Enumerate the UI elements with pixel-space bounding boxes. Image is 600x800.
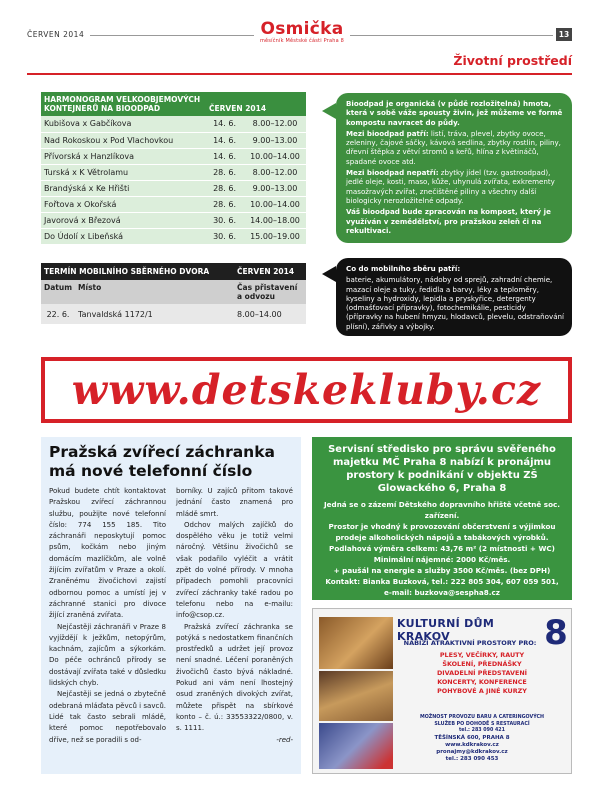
article-column-1 bbox=[49, 486, 166, 746]
logo bbox=[255, 20, 349, 44]
bio-info-outro: Váš bioodpad bude zpracován na kompost, který je využíván v zemědělství, pro pražskou zeleň či na rekultivaci. bbox=[346, 207, 551, 235]
bio-time: 9.00–13.00 bbox=[244, 132, 306, 148]
bio-place: Javorová x Březová bbox=[41, 212, 206, 228]
article-paragraph: Nejčastěji se jedná o zbytečně odebraná mláďata pěvců i savců. Lidé tak často sebrali mládě, které pomoc nepotřebovalo dříve, než se poradili s od- bbox=[49, 690, 166, 744]
kd-krakov-ad bbox=[312, 608, 572, 774]
bio-info-intro: Bioodpad je organická (v půdě rozložitelná) hmota, která v sobě váže spousty živin, jež můžeme ve formě kompostu navracet do půdy. bbox=[346, 99, 563, 127]
col-place-header: Místo bbox=[75, 280, 234, 304]
rental-ad-line: Jedná se o zázemí Dětského dopravního hřiště včetně soc. zařízení. bbox=[324, 500, 560, 520]
animal-rescue-article bbox=[41, 437, 301, 774]
bio-date: 30. 6. bbox=[206, 228, 244, 244]
logo-subtitle: měsíčník Městské části Praha 8 bbox=[259, 38, 345, 44]
col-date-header: Datum bbox=[41, 280, 75, 304]
bio-allowed-text: listí, tráva, plevel, zbytky ovoce, zeleniny, čajové sáčky, kávová sedlina, zbytky rostlin, piliny, dřevní štěpka z větví stromů a keřů, hlína z květináčů, spadané ovoce atd. bbox=[346, 128, 561, 166]
stage-photo bbox=[319, 723, 393, 769]
kd-extra bbox=[397, 715, 567, 735]
list-item: DIVADELNÍ PŘEDSTAVENÍ bbox=[436, 669, 528, 677]
bio-info-forbidden bbox=[346, 168, 564, 205]
bio-place: Turská x K Větrolamu bbox=[41, 164, 206, 180]
table-row bbox=[41, 228, 306, 244]
kd-website[interactable]: www.kdkrakov.cz bbox=[445, 742, 499, 748]
mobile-collection-schedule bbox=[41, 263, 306, 324]
bio-time: 8.00–12.00 bbox=[244, 116, 306, 132]
list-item: POHYBOVÉ A JINÉ KURZY bbox=[437, 687, 527, 695]
detske-kluby-banner[interactable] bbox=[41, 357, 572, 423]
table-row bbox=[41, 164, 306, 180]
bio-place: Fořtova x Okořská bbox=[41, 196, 206, 212]
mobile-info-title: Co do mobilního sběru patří: bbox=[346, 264, 461, 273]
kd-name: KULTURNÍ DŮM KRAKOV bbox=[397, 617, 495, 643]
rental-ad-line: Podlahová výměra celkem: 43,76 m² (2 místnosti + WC) bbox=[329, 544, 555, 553]
bio-date: 28. 6. bbox=[206, 180, 244, 196]
kd-phone: tel.: 283 090 453 bbox=[445, 756, 499, 762]
bio-forbidden-label: Mezi bioodpad nepatří: bbox=[346, 168, 439, 178]
article-signature: -red- bbox=[276, 735, 293, 744]
mobile-info-text: baterie, akumulátory, nádoby od sprejů, zahradní chemie, mazací oleje a tuky, ředidla a barvy, léky a teploměry, kyseliny a hydroxidy, lepidla a pryskyřice, detergenty (odmašťovací přípravky), fotochemikálie, pesticidy (přípravky na hubení hmyzu, hlodavců, plevelu, odstraňování plísní), zářivky a výbojky. bbox=[346, 275, 565, 331]
rental-ad-line: Kontakt: Bianka Buzková, tel.: 222 805 304, 607 059 501, bbox=[325, 577, 559, 586]
bio-time: 10.00–14.00 bbox=[244, 148, 306, 164]
article-paragraph: Pražská zvířecí záchranka se potýká s nedostatkem finančních prostředků a udržet její provoz není snadné. Léčení poraněných živočichů často bývá nákladné. Pokud ani vám není lhostejný osud zraněných divokých zvířat, můžete přispět na sbírkové konto – č. ú.: 33553322/0800, v. s. 1111. bbox=[176, 622, 293, 733]
kd-email[interactable]: pronajmy@kdkrakov.cz bbox=[436, 749, 508, 755]
banner-url[interactable]: www.detskekluby.cz bbox=[71, 366, 542, 414]
rental-ad-email[interactable]: e-mail: buzkova@sespha8.cz bbox=[384, 588, 500, 597]
mobile-info-box bbox=[336, 258, 572, 336]
mobile-time: 8.00–14.00 bbox=[234, 304, 306, 324]
bio-container-schedule bbox=[41, 92, 306, 245]
kd-offer: NABÍZÍ ATRAKTIVNÍ PROSTORY PRO: bbox=[403, 639, 537, 647]
article-title: Pražská zvířecí záchranka má nové telefonní číslo bbox=[49, 443, 275, 480]
rental-ad-line: Prostor je vhodný k provozování občerstvení s výjimkou prodeje alkoholických nápojů a tabákových výrobků. bbox=[328, 522, 556, 542]
bio-table-title: HARMONOGRAM VELKOOBJEMOVÝCH KONTEJNERŮ NA BIOODPAD bbox=[41, 92, 206, 116]
bio-date: 14. 6. bbox=[206, 132, 244, 148]
bio-forbidden-text: zbytky jídel (tzv. gastroodpad), jedlé oleje, kosti, maso, kůže, uhynulá zvířata, exkrementy masožravých zvířat, znečištěné piliny a všechny další biologicky nerozložitelné odpady. bbox=[346, 168, 555, 205]
bio-time: 15.00–19.00 bbox=[244, 228, 306, 244]
kd-street: TĚŠÍNSKÁ 600, PRAHA 8 bbox=[434, 735, 510, 741]
mobile-table-month: ČERVEN 2014 bbox=[234, 263, 306, 280]
table-row bbox=[41, 196, 306, 212]
section-title: Životní prostředí bbox=[453, 53, 572, 68]
bio-table-month: ČERVEN 2014 bbox=[206, 92, 306, 116]
bio-place: Brandýská x Ke Hřišti bbox=[41, 180, 206, 196]
mobile-date: 22. 6. bbox=[41, 304, 75, 324]
kd-extra-phone: tel.: 283 090 421 bbox=[459, 728, 505, 733]
table-row bbox=[41, 180, 306, 196]
header-rule-left bbox=[90, 35, 254, 36]
bio-place: Kubišova x Gabčíkova bbox=[41, 116, 206, 132]
kd-extra-line: SLUŽEB PO DOHODĚ S RESTAURACÍ bbox=[434, 721, 530, 727]
bio-place: Do Údolí x Libeňská bbox=[41, 228, 206, 244]
list-item: ŠKOLENÍ, PŘEDNÁŠKY bbox=[442, 660, 522, 668]
bio-time: 9.00–13.00 bbox=[244, 180, 306, 196]
bio-time: 10.00–14.00 bbox=[244, 196, 306, 212]
page-number: 13 bbox=[556, 28, 572, 41]
rental-ad-line: + paušál na energie a služby 3500 Kč/měs. (bez DPH) bbox=[333, 566, 551, 575]
mobile-table-title: TERMÍN MOBILNÍHO SBĚRNÉHO DVORA bbox=[41, 263, 234, 280]
rental-ad-line: Minimální nájemné: 2000 Kč/měs. bbox=[373, 555, 511, 564]
bio-place: Nad Rokoskou x Pod Vlachovkou bbox=[41, 132, 206, 148]
rental-ad-body bbox=[318, 499, 566, 598]
article-paragraph: Odchov malých zajíčků do dospělého věku je totiž velmi náročný. Většinu živočichů se však podařilo vyléčit a vrátit zpět do volné přírody. V mnoha případech pomohli pracovníci zvířecí záchranky také radou po telefonu nebo na e-mailu: info@csop.cz. bbox=[176, 520, 293, 620]
bio-info-allowed bbox=[346, 129, 564, 166]
bio-date: 28. 6. bbox=[206, 196, 244, 212]
rental-ad bbox=[312, 437, 572, 600]
article-column-2 bbox=[176, 486, 293, 746]
table-row bbox=[41, 116, 306, 132]
table-row bbox=[41, 212, 306, 228]
bio-info-box bbox=[336, 93, 572, 243]
header-rule-right bbox=[350, 35, 553, 36]
table-row bbox=[41, 148, 306, 164]
article-paragraph: borníky. U zajíců přitom takové jednání často znamená pro mládě smrt. bbox=[176, 487, 293, 518]
hall-photo bbox=[319, 617, 393, 669]
bio-date: 14. 6. bbox=[206, 148, 244, 164]
logo-name: Osmička bbox=[260, 19, 344, 39]
table-row bbox=[41, 304, 306, 324]
bio-date: 30. 6. bbox=[206, 212, 244, 228]
section-rule bbox=[27, 73, 572, 75]
hall-photo bbox=[319, 671, 393, 721]
bio-time: 14.00–18.00 bbox=[244, 212, 306, 228]
article-paragraph: Pokud budete chtít kontaktovat Pražskou zvířecí záchrannou službu, použijte nové telefonní číslo: 774 155 185. Tito záchranáři neposkytují pomoc psům, kočkám nebo jiným domácím mazlíčkům, ale volně žijícím zvířatům v Praze a okolí. Zraněnému živočichovi zajistí odbornou pomoc a umístí jej v záchranné stanici pro divoce žijící zraněná zvířata. bbox=[49, 487, 166, 620]
bio-time: 8.00–12.00 bbox=[244, 164, 306, 180]
bio-allowed-label: Mezi bioodpad patří: bbox=[346, 128, 429, 138]
rental-ad-title: Servisní středisko pro správu svěřeného majetku MČ Praha 8 nabízí k pronájmu prostory k podnikání v objektu ZŠ Glowackého 6, Praha 8 bbox=[328, 444, 556, 494]
bio-date: 28. 6. bbox=[206, 164, 244, 180]
issue-date: ČERVEN 2014 bbox=[27, 30, 85, 39]
kd-event-list bbox=[397, 651, 567, 696]
kd-address bbox=[397, 735, 547, 763]
kd-extra-line: MOŽNOST PROVOZU BARU A CATERINGOVÝCH bbox=[419, 715, 545, 720]
list-item: PLESY, VEČÍRKY, RAUTY bbox=[439, 651, 525, 659]
article-paragraph: Nejčastěji záchranáři v Praze 8 vyjíždějí k ježkům, netopýrům, kachnám, zajícům a sýkorkám. Do péče ochránců přírody se dostávají zvířata také v důsledku lidských chyb. bbox=[49, 622, 166, 688]
col-time-header: Čas přistavení a odvozu bbox=[234, 280, 306, 304]
list-item: KONCERTY, KONFERENCE bbox=[437, 678, 527, 686]
bio-place: Přívorská x Hanzlíkova bbox=[41, 148, 206, 164]
praha8-logo: 8 bbox=[544, 613, 568, 653]
mobile-place: Tanvaldská 1172/1 bbox=[75, 304, 234, 324]
bio-date: 14. 6. bbox=[206, 116, 244, 132]
table-row bbox=[41, 132, 306, 148]
